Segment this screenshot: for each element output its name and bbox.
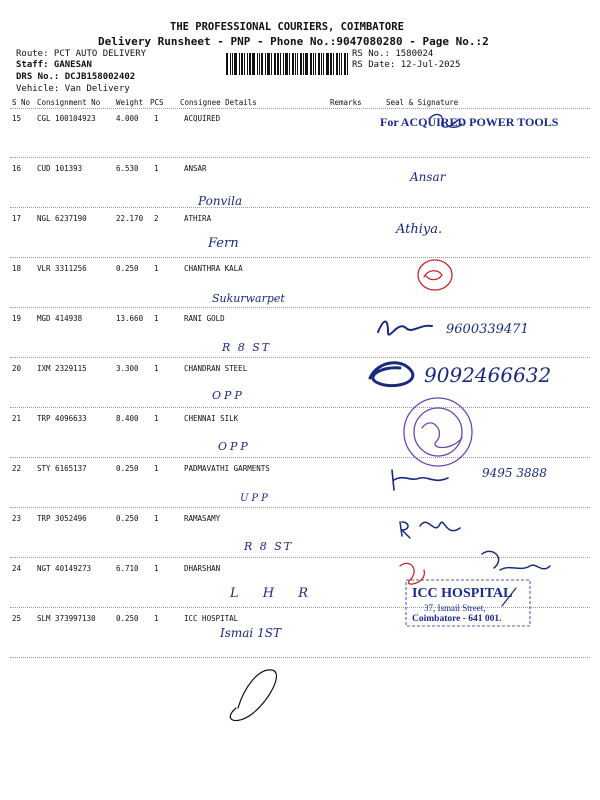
cell-pcs: 2 [154,214,159,223]
cell-consignee: PADMAVATHI GARMENTS [184,464,270,473]
cell-consignment: TRP 3052496 [37,514,87,523]
cell-sno: 22 [12,464,22,473]
cell-consignee: ATHIRA [184,214,212,223]
cell-sno: 20 [12,364,22,373]
acquired-stamp: For ACQUIRED POWER TOOLS [380,115,559,129]
route-label: Route: PCT AUTO DELIVERY [16,49,147,59]
cell-consignee: CHANDRAN STEEL [184,364,248,373]
cell-consignee: ICC HOSPITAL [184,614,239,623]
cell-consignee: ACQUIRED [184,114,221,123]
cell-pcs: 1 [154,414,159,423]
cell-sno: 21 [12,414,22,423]
cell-consignee: CHENNAI SILK [184,414,239,423]
cell-weight: 0.250 [116,264,139,273]
handwritten-note: L H R [230,586,319,601]
col-sno: S No [12,98,31,107]
vehicle-label: Vehicle: Van Delivery [16,84,130,94]
cell-weight: 0.250 [116,614,139,623]
cell-weight: 22.170 [116,214,144,223]
cell-consignment: CGL 100104923 [37,114,96,123]
handwritten-note: OPP [218,440,251,453]
cell-weight: 4.000 [116,114,139,123]
handwritten-note: Ponvila [198,194,243,208]
cell-pcs: 1 [154,114,159,123]
cell-consignment: NGL 6237190 [37,214,87,223]
handwritten-signature: Ansar [410,170,446,184]
handwritten-note: Fern [208,236,239,251]
col-seal-signature: Seal & Signature [386,98,459,107]
handwritten-note: UPP [240,493,271,504]
company-title: THE PROFESSIONAL COURIERS, COIMBATORE [170,21,404,33]
cell-consignee: ANSAR [184,164,207,173]
cell-weight: 0.250 [116,464,139,473]
cell-consignee: RANI GOLD [184,314,225,323]
cell-sno: 18 [12,264,22,273]
handwritten-note: OPP [212,389,245,402]
handwritten-phone: 9495 3888 [482,466,547,480]
cell-sno: 19 [12,314,22,323]
cell-consignment: CUD 101393 [37,164,83,173]
cell-consignment: VLR 3311256 [37,264,87,273]
cell-pcs: 1 [154,614,159,623]
handwritten-note: Ismai 1ST [220,626,281,640]
cell-weight: 13.660 [116,314,144,323]
cell-pcs: 1 [154,314,159,323]
cell-weight: 8.400 [116,414,139,423]
cell-consignment: TRP 4096633 [37,414,87,423]
icc-stamp-city: Coimbatore - 641 001. [412,614,502,624]
cell-consignment: MGD 414938 [37,314,83,323]
cell-sno: 15 [12,114,22,123]
cell-consignment: STY 6165137 [37,464,87,473]
rs-number: RS No.: 1580024 [352,49,434,59]
cell-pcs: 1 [154,364,159,373]
icc-stamp-name: ICC HOSPITAL [412,586,513,601]
cell-weight: 6.710 [116,564,139,573]
cell-pcs: 1 [154,514,159,523]
cell-sno: 17 [12,214,22,223]
handwritten-signature: Athiya. [396,222,443,237]
cell-sno: 23 [12,514,22,523]
cell-sno: 24 [12,564,22,573]
col-consignment: Consignment No [37,98,101,107]
col-remarks: Remarks [330,98,362,107]
cell-consignment: IXM 2329115 [37,364,87,373]
handwritten-phone: 9092466632 [424,363,552,387]
staff-label: Staff: GANESAN [16,60,92,70]
handwritten-note: R 8 ST [244,540,294,553]
handwritten-phone: 9600339471 [446,322,529,337]
cell-weight: 6.530 [116,164,139,173]
cell-consignment: SLM 373997130 [37,614,96,623]
rs-date: RS Date: 12-Jul-2025 [352,60,461,70]
cell-consignee: CHANTHRA KALA [184,264,243,273]
cell-pcs: 1 [154,164,159,173]
cell-sno: 25 [12,614,22,623]
cell-consignment: NGT 40149273 [37,564,92,573]
drs-label: DRS No.: DCJB158002402 [16,72,136,82]
col-consignee: Consignee Details [180,98,257,107]
col-weight: Weight [116,98,144,107]
cell-pcs: 1 [154,564,159,573]
handwritten-note: R 8 ST [222,341,272,354]
cell-weight: 3.300 [116,364,139,373]
handwritten-note: Sukurwarpet [212,292,285,305]
cell-pcs: 1 [154,464,159,473]
col-pcs: PCS [150,98,164,107]
cell-sno: 16 [12,164,22,173]
cell-weight: 0.250 [116,514,139,523]
cell-pcs: 1 [154,264,159,273]
runsheet-subtitle: Delivery Runsheet - PNP - Phone No.:9047080280 - Page No.:2 [98,35,489,48]
cell-consignee: DHARSHAN [184,564,221,573]
cell-consignee: RAMASAMY [184,514,221,523]
icc-stamp-address: 37, Ismail Street, [424,603,486,613]
